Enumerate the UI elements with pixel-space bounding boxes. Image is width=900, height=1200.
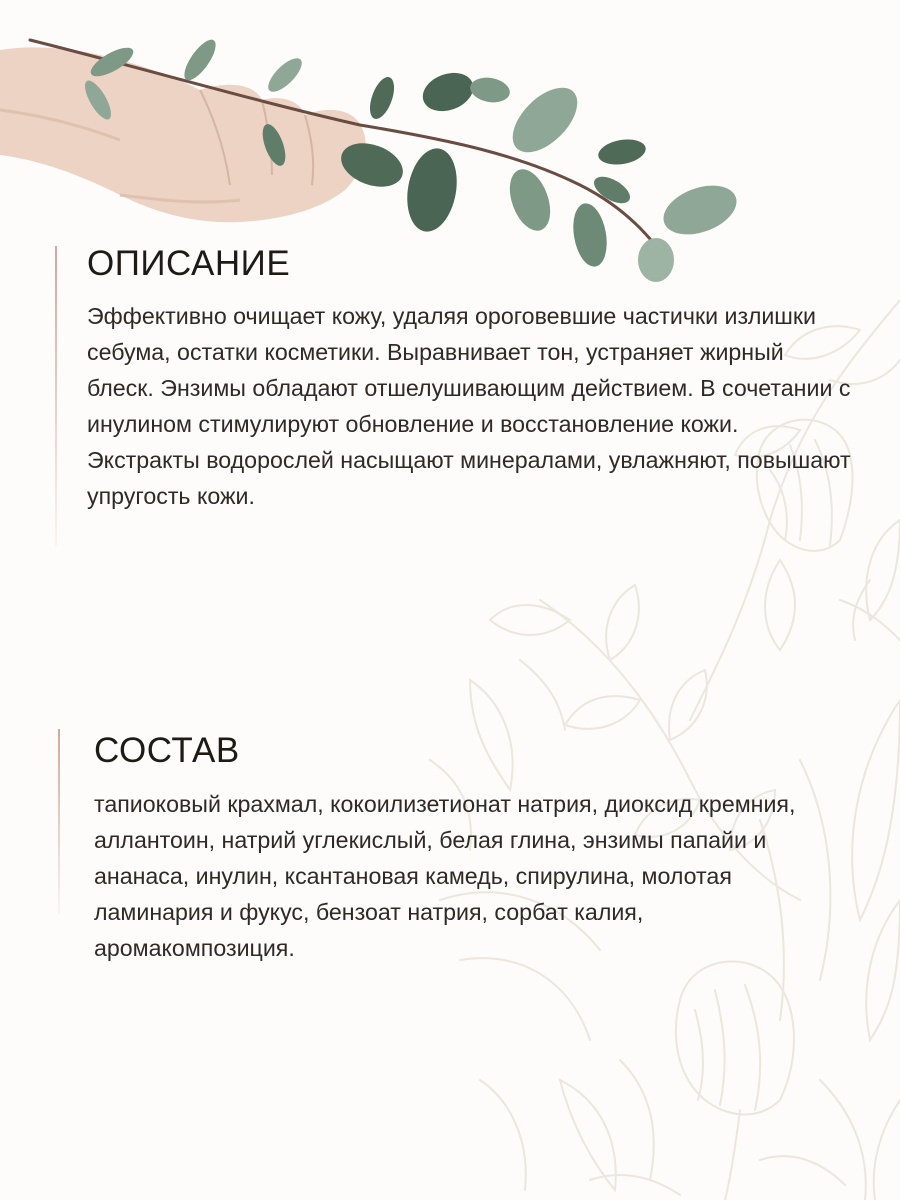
composition-accent-line (58, 729, 60, 914)
description-text: Эффективно очищает кожу, удаляя ороговевшие частички излишки себума, остатки косметики. Выравнивает тон, устраняет жирный блеск. Энзимы обладают отшелушивающим действием. В сочетании с инулином стимулируют обновление и восстановление кожи. Экстракты водорослей насыщают минералами, увлажняют, повышают упругость кожи. (87, 303, 851, 509)
hand-illustration (0, 47, 366, 222)
composition-section (58, 725, 848, 966)
composition-text: тапиоковый крахмал, кокоилизетионат натрия, диоксид кремния, аллантоин, натрий углекислый, белая глина, энзимы папайи и ананаса, инулин, ксантановая камедь, спирулина, молотая ламинария и фукус, бензоат натрия, сорбат калия, аромакомпозиция. (94, 791, 796, 961)
description-accent-line (55, 246, 57, 546)
composition-title: СОСТАВ (94, 731, 240, 770)
description-section (55, 238, 855, 514)
description-title: ОПИСАНИЕ (87, 244, 291, 283)
